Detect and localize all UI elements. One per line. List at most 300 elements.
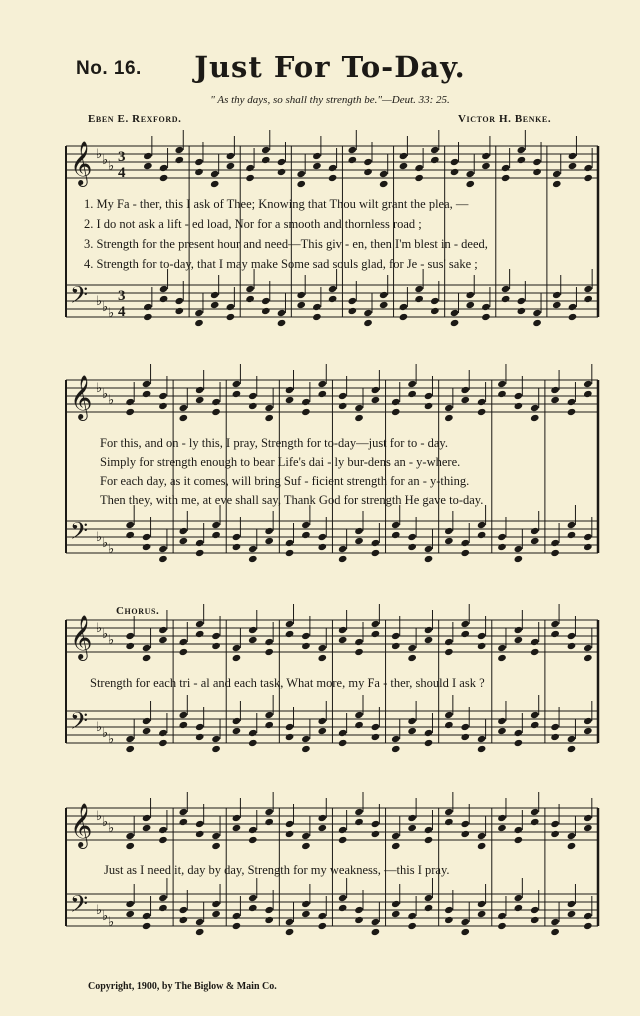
- note-head: [211, 408, 221, 416]
- note-head: [261, 307, 271, 315]
- note-head: [142, 717, 152, 725]
- note-head: [158, 836, 168, 844]
- note-head: [226, 303, 236, 311]
- note-head: [125, 910, 135, 918]
- note-head: [583, 295, 593, 303]
- note-head: [142, 543, 152, 551]
- note-head: [497, 922, 507, 930]
- note-head: [583, 727, 593, 735]
- note-head: [211, 832, 221, 840]
- note-head: [407, 543, 417, 551]
- note-head: [248, 636, 258, 644]
- note-head: [497, 912, 507, 920]
- note-head: [450, 158, 460, 166]
- flat-icon: ♭: [102, 909, 109, 924]
- note-head: [477, 642, 487, 650]
- note-head: [158, 545, 168, 553]
- note-head: [407, 912, 417, 920]
- note-head: [583, 824, 593, 832]
- note-head: [211, 842, 221, 850]
- note-head: [477, 408, 487, 416]
- note-head: [285, 549, 295, 557]
- note-head: [583, 922, 593, 930]
- note-head: [477, 521, 487, 529]
- note-head: [328, 295, 338, 303]
- note-head: [550, 630, 560, 638]
- note-head: [125, 745, 135, 753]
- note-head: [211, 531, 221, 539]
- note-head: [514, 904, 524, 912]
- note-head: [414, 285, 424, 293]
- note-head: [465, 180, 475, 188]
- note-head: [248, 904, 258, 912]
- note-head: [497, 543, 507, 551]
- note-head: [407, 644, 417, 652]
- note-head: [354, 818, 364, 826]
- note-head: [391, 408, 401, 416]
- note-head: [517, 307, 527, 315]
- flat-icon: ♭: [108, 542, 115, 557]
- note-head: [444, 638, 454, 646]
- note-head: [501, 285, 511, 293]
- note-head: [391, 910, 401, 918]
- note-head: [248, 739, 258, 747]
- note-head: [142, 390, 152, 398]
- note-head: [379, 180, 389, 188]
- note-head: [371, 723, 381, 731]
- note-head: [371, 396, 381, 404]
- note-head: [391, 900, 401, 908]
- note-head: [158, 636, 168, 644]
- note-head: [424, 826, 434, 834]
- note-head: [245, 285, 255, 293]
- note-head: [317, 380, 327, 388]
- note-head: [301, 735, 311, 743]
- note-head: [477, 842, 487, 850]
- note-head: [226, 313, 236, 321]
- note-head: [477, 745, 487, 753]
- note-head: [195, 539, 205, 547]
- note-head: [568, 162, 578, 170]
- note-head: [514, 636, 524, 644]
- note-head: [248, 826, 258, 834]
- note-head: [125, 408, 135, 416]
- note-head: [481, 303, 491, 311]
- note-head: [210, 170, 220, 178]
- hymn-title: Just For To-Day.: [194, 50, 466, 84]
- note-head: [142, 912, 152, 920]
- note-head: [232, 824, 242, 832]
- note-head: [407, 390, 417, 398]
- bass-clef-icon: 𝄢: [70, 517, 89, 550]
- flat-icon: ♭: [102, 153, 109, 168]
- note-head: [530, 638, 540, 646]
- note-head: [514, 739, 524, 747]
- note-head: [195, 396, 205, 404]
- note-head: [391, 832, 401, 840]
- note-head: [232, 727, 242, 735]
- note-head: [312, 313, 322, 321]
- note-head: [277, 158, 287, 166]
- note-head: [142, 814, 152, 822]
- note-head: [179, 818, 189, 826]
- note-head: [567, 408, 577, 416]
- note-head: [301, 632, 311, 640]
- note-head: [371, 928, 381, 936]
- note-head: [552, 291, 562, 299]
- note-head: [248, 894, 258, 902]
- verse-1-line-2: For this, and on - ly this, I pray, Strength for to-day—just for to - day.: [100, 436, 448, 450]
- treble-clef-icon: 𝄞: [70, 803, 93, 847]
- note-head: [497, 727, 507, 735]
- note-head: [317, 543, 327, 551]
- note-head: [497, 390, 507, 398]
- note-head: [158, 894, 168, 902]
- note-head: [583, 912, 593, 920]
- note-head: [444, 721, 454, 729]
- note-head: [301, 642, 311, 650]
- note-head: [301, 900, 311, 908]
- note-head: [424, 739, 434, 747]
- note-head: [407, 824, 417, 832]
- note-head: [567, 832, 577, 840]
- flat-icon: ♭: [108, 633, 115, 648]
- treble-clef-icon: 𝄞: [70, 615, 93, 659]
- note-head: [371, 539, 381, 547]
- note-head: [517, 146, 527, 154]
- note-head: [465, 291, 475, 299]
- note-head: [550, 723, 560, 731]
- note-head: [514, 894, 524, 902]
- note-head: [371, 630, 381, 638]
- treble-clef-icon: 𝄞: [70, 141, 93, 185]
- note-head: [424, 402, 434, 410]
- flat-icon: ♭: [96, 903, 103, 918]
- note-head: [430, 297, 440, 305]
- note-head: [363, 319, 373, 327]
- note-head: [211, 642, 221, 650]
- flat-icon: ♭: [108, 821, 115, 836]
- note-head: [424, 894, 434, 902]
- note-head: [407, 533, 417, 541]
- note-head: [567, 632, 577, 640]
- note-head: [348, 297, 358, 305]
- flat-icon: ♭: [102, 536, 109, 551]
- bass-clef-icon: 𝄢: [70, 890, 89, 923]
- note-head: [391, 735, 401, 743]
- note-head: [195, 820, 205, 828]
- note-head: [530, 414, 540, 422]
- note-head: [568, 152, 578, 160]
- note-head: [158, 626, 168, 634]
- note-head: [497, 644, 507, 652]
- flat-icon: ♭: [96, 530, 103, 545]
- note-head: [142, 824, 152, 832]
- note-head: [354, 638, 364, 646]
- note-head: [301, 745, 311, 753]
- note-head: [317, 717, 327, 725]
- note-head: [583, 390, 593, 398]
- note-head: [261, 297, 271, 305]
- note-head: [424, 392, 434, 400]
- note-head: [407, 380, 417, 388]
- note-head: [232, 644, 242, 652]
- note-head: [371, 830, 381, 838]
- note-head: [317, 824, 327, 832]
- note-head: [450, 319, 460, 327]
- note-head: [530, 404, 540, 412]
- note-head: [142, 380, 152, 388]
- note-head: [354, 527, 364, 535]
- note-head: [285, 918, 295, 926]
- note-head: [501, 174, 511, 182]
- note-head: [407, 727, 417, 735]
- note-head: [174, 297, 184, 305]
- note-head: [312, 162, 322, 170]
- note-head: [424, 836, 434, 844]
- verse-2-line-2: Simply for strength enough to bear Life's dai - ly bur-dens an - y-where.: [100, 455, 461, 469]
- flat-icon: ♭: [108, 306, 115, 321]
- note-head: [285, 386, 295, 394]
- note-head: [550, 733, 560, 741]
- note-head: [179, 808, 189, 816]
- note-head: [530, 808, 540, 816]
- note-head: [264, 414, 274, 422]
- time-signature: 4: [118, 304, 126, 320]
- note-head: [481, 313, 491, 321]
- note-head: [477, 832, 487, 840]
- note-head: [444, 808, 454, 816]
- note-head: [497, 654, 507, 662]
- note-head: [210, 291, 220, 299]
- note-head: [583, 174, 593, 182]
- note-head: [338, 392, 348, 400]
- note-head: [338, 402, 348, 410]
- note-head: [481, 162, 491, 170]
- note-head: [465, 170, 475, 178]
- note-head: [391, 521, 401, 529]
- note-head: [477, 900, 487, 908]
- note-head: [245, 174, 255, 182]
- note-head: [195, 928, 205, 936]
- note-head: [530, 818, 540, 826]
- note-head: [264, 711, 274, 719]
- note-head: [567, 745, 577, 753]
- note-head: [424, 904, 434, 912]
- note-head: [444, 404, 454, 412]
- note-head: [125, 642, 135, 650]
- note-head: [497, 814, 507, 822]
- flat-icon: ♭: [96, 147, 103, 162]
- note-head: [158, 826, 168, 834]
- note-head: [567, 842, 577, 850]
- note-head: [179, 404, 189, 412]
- note-head: [530, 711, 540, 719]
- note-head: [530, 537, 540, 545]
- note-head: [391, 531, 401, 539]
- flat-icon: ♭: [96, 809, 103, 824]
- note-head: [301, 398, 311, 406]
- verse-4-line-2: Then they, with me, at eve shall say, Thank God for strength He gave to-day.: [100, 493, 484, 507]
- note-head: [210, 301, 220, 309]
- note-head: [399, 313, 409, 321]
- note-head: [514, 545, 524, 553]
- composer-credit: Victor H. Benke.: [458, 113, 552, 125]
- note-head: [179, 916, 189, 924]
- note-head: [338, 545, 348, 553]
- note-head: [430, 156, 440, 164]
- note-head: [424, 545, 434, 553]
- note-head: [391, 398, 401, 406]
- note-head: [354, 711, 364, 719]
- note-head: [159, 164, 169, 172]
- scripture-epigraph: " As thy days, so shall thy strength be."—Deut. 33: 25.: [210, 94, 450, 106]
- note-head: [399, 303, 409, 311]
- bass-clef-icon: 𝄢: [70, 281, 89, 314]
- flat-icon: ♭: [102, 627, 109, 642]
- note-head: [363, 168, 373, 176]
- note-head: [338, 904, 348, 912]
- note-head: [354, 414, 364, 422]
- note-head: [514, 402, 524, 410]
- note-head: [285, 820, 295, 828]
- flat-icon: ♭: [108, 393, 115, 408]
- note-head: [583, 380, 593, 388]
- note-head: [277, 309, 287, 317]
- note-head: [583, 164, 593, 172]
- note-head: [354, 648, 364, 656]
- note-head: [264, 648, 274, 656]
- note-head: [264, 721, 274, 729]
- note-head: [444, 648, 454, 656]
- note-head: [477, 735, 487, 743]
- note-head: [379, 170, 389, 178]
- note-head: [264, 537, 274, 545]
- note-head: [583, 285, 593, 293]
- note-head: [194, 309, 204, 317]
- note-head: [338, 729, 348, 737]
- note-head: [232, 380, 242, 388]
- note-head: [371, 820, 381, 828]
- note-head: [550, 396, 560, 404]
- note-head: [444, 527, 454, 535]
- note-head: [338, 636, 348, 644]
- note-head: [232, 543, 242, 551]
- note-head: [125, 398, 135, 406]
- flat-icon: ♭: [102, 387, 109, 402]
- note-head: [312, 152, 322, 160]
- note-head: [354, 537, 364, 545]
- note-head: [317, 654, 327, 662]
- note-head: [248, 555, 258, 563]
- note-head: [338, 836, 348, 844]
- note-head: [348, 146, 358, 154]
- copyright-notice: Copyright, 1900, by The Biglow & Main Co.: [88, 981, 277, 992]
- note-head: [142, 644, 152, 652]
- note-head: [379, 301, 389, 309]
- note-head: [414, 174, 424, 182]
- note-head: [264, 404, 274, 412]
- note-head: [460, 620, 470, 628]
- note-head: [296, 291, 306, 299]
- time-signature: 3: [118, 149, 126, 165]
- note-head: [179, 648, 189, 656]
- note-head: [391, 632, 401, 640]
- note-head: [532, 309, 542, 317]
- note-head: [264, 818, 274, 826]
- note-head: [312, 303, 322, 311]
- note-head: [143, 162, 153, 170]
- note-head: [245, 164, 255, 172]
- note-head: [477, 531, 487, 539]
- note-head: [285, 539, 295, 547]
- note-head: [317, 922, 327, 930]
- note-head: [285, 620, 295, 628]
- note-head: [248, 836, 258, 844]
- note-head: [568, 313, 578, 321]
- note-head: [125, 842, 135, 850]
- verse-1-line-1: 1. My Fa - ther, this I ask of Thee; Knowing that Thou wilt grant the plea, —: [84, 197, 469, 211]
- note-head: [194, 158, 204, 166]
- note-head: [371, 733, 381, 741]
- note-head: [583, 814, 593, 822]
- note-head: [301, 521, 311, 529]
- note-head: [530, 916, 540, 924]
- note-head: [460, 630, 470, 638]
- note-head: [444, 711, 454, 719]
- note-head: [296, 170, 306, 178]
- note-head: [530, 527, 540, 535]
- note-head: [371, 918, 381, 926]
- note-head: [158, 904, 168, 912]
- note-head: [158, 392, 168, 400]
- note-head: [211, 745, 221, 753]
- verse-2-line-1: 2. I do not ask a lift - ed load, Nor for a smooth and thornless road ;: [84, 217, 422, 231]
- note-head: [550, 386, 560, 394]
- note-head: [583, 533, 593, 541]
- note-head: [497, 824, 507, 832]
- note-head: [261, 146, 271, 154]
- note-head: [532, 158, 542, 166]
- treble-clef-icon: 𝄞: [70, 375, 93, 419]
- note-head: [444, 537, 454, 545]
- note-head: [285, 396, 295, 404]
- note-head: [195, 549, 205, 557]
- note-head: [550, 539, 560, 547]
- flat-icon: ♭: [96, 294, 103, 309]
- note-head: [125, 531, 135, 539]
- note-head: [497, 533, 507, 541]
- note-head: [232, 717, 242, 725]
- note-head: [567, 398, 577, 406]
- note-head: [363, 158, 373, 166]
- note-head: [264, 527, 274, 535]
- note-head: [125, 900, 135, 908]
- note-head: [465, 301, 475, 309]
- note-head: [567, 642, 577, 650]
- note-head: [285, 630, 295, 638]
- note-head: [159, 295, 169, 303]
- note-head: [277, 319, 287, 327]
- note-head: [174, 146, 184, 154]
- note-head: [501, 164, 511, 172]
- flat-icon: ♭: [96, 381, 103, 396]
- note-head: [158, 729, 168, 737]
- note-head: [532, 168, 542, 176]
- note-head: [179, 527, 189, 535]
- note-head: [142, 727, 152, 735]
- note-head: [583, 654, 593, 662]
